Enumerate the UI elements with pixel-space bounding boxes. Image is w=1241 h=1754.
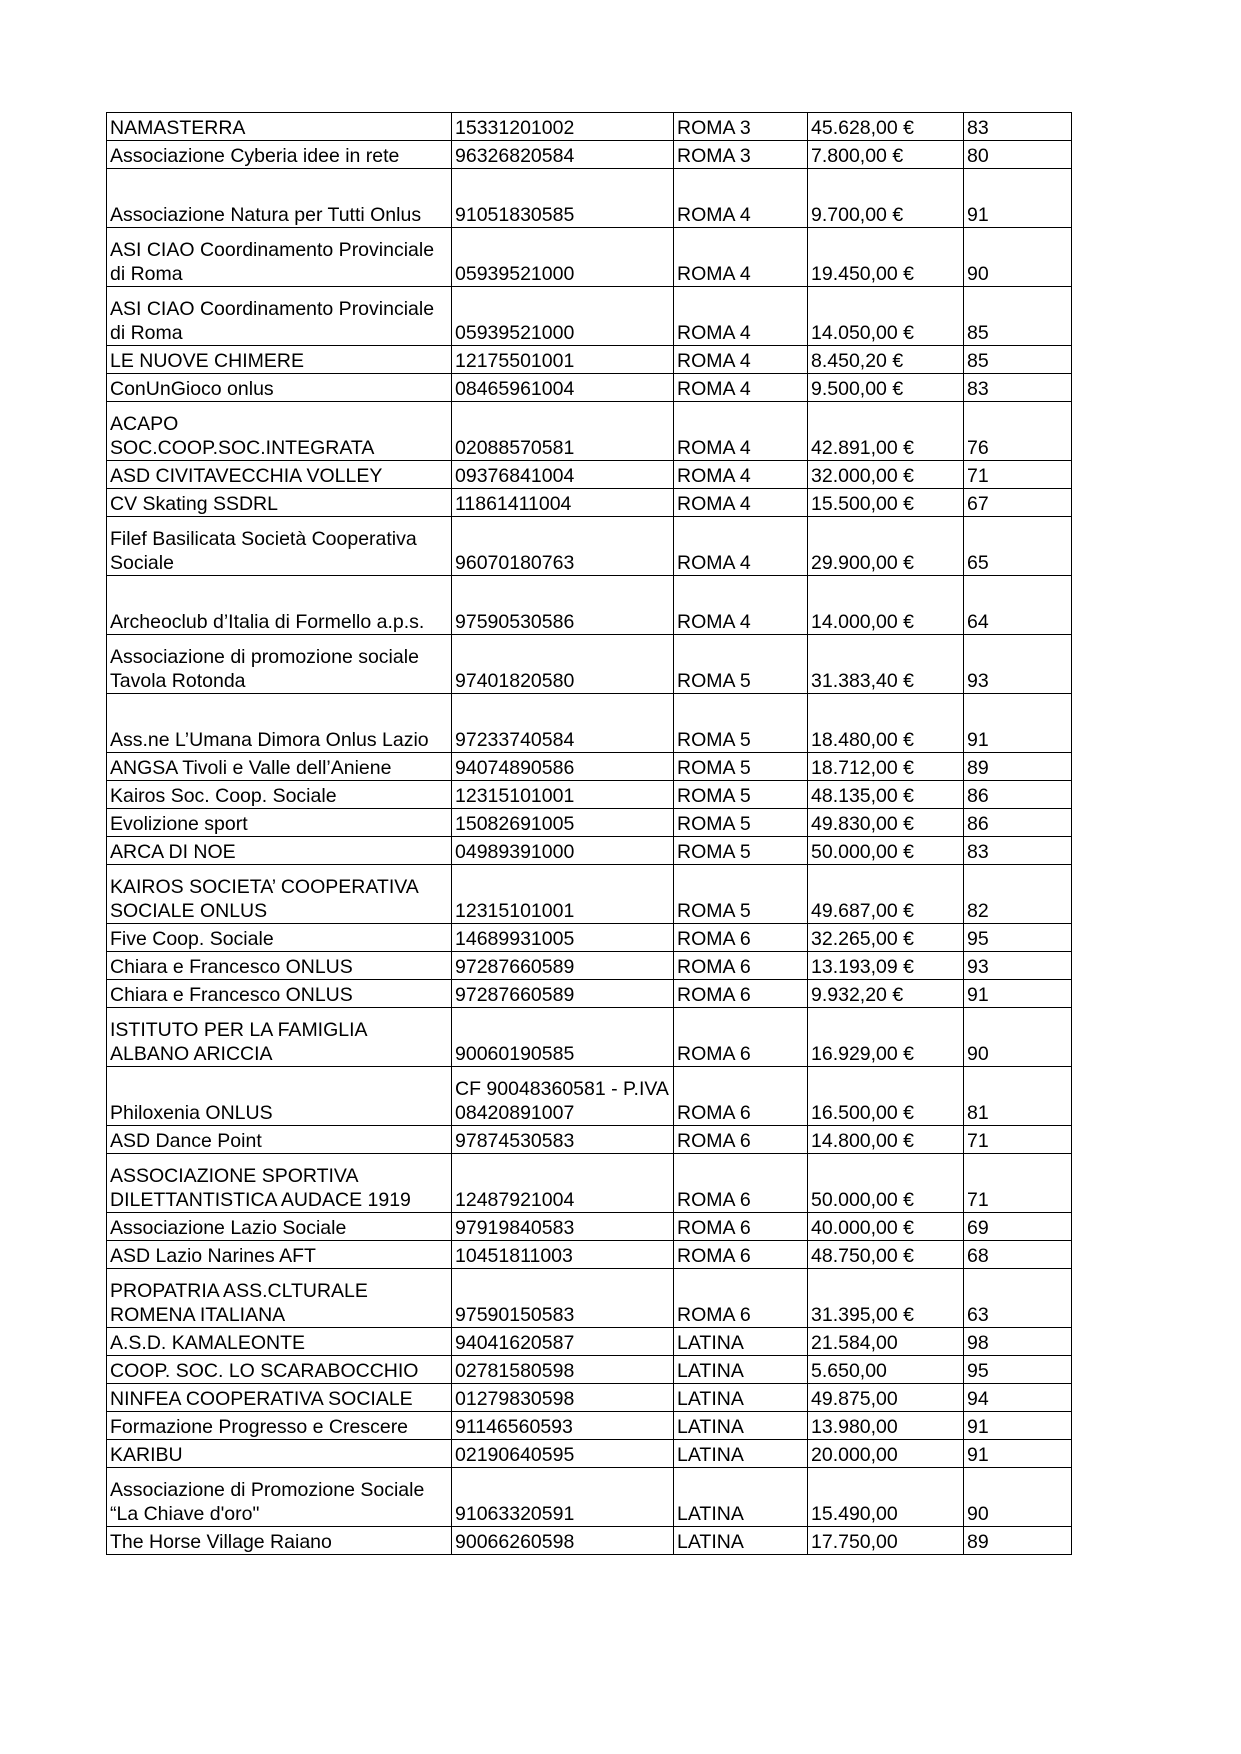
cell-score: 91: [964, 1440, 1072, 1468]
cell-name: Associazione di promozione sociale Tavola Rotonda: [107, 635, 452, 694]
cell-code: 02088570581: [452, 402, 674, 461]
cell-code: 11861411004: [452, 489, 674, 517]
cell-score: 91: [964, 980, 1072, 1008]
cell-code: 97590150583: [452, 1269, 674, 1328]
cell-score: 81: [964, 1067, 1072, 1126]
cell-name: Chiara e Francesco ONLUS: [107, 980, 452, 1008]
table-row: [107, 753, 1072, 781]
cell-amount: 48.750,00 €: [808, 1241, 964, 1269]
table-row: [107, 1440, 1072, 1468]
cell-area: ROMA 3: [674, 141, 808, 169]
cell-code: 97590530586: [452, 576, 674, 635]
cell-score: 94: [964, 1384, 1072, 1412]
cell-name: Archeoclub d’Italia di Formello a.p.s.: [107, 576, 452, 635]
cell-amount: 21.584,00: [808, 1328, 964, 1356]
cell-score: 91: [964, 169, 1072, 228]
table-row: [107, 1468, 1072, 1527]
cell-area: ROMA 4: [674, 517, 808, 576]
cell-amount: 45.628,00 €: [808, 113, 964, 141]
cell-area: ROMA 4: [674, 346, 808, 374]
table-row: [107, 489, 1072, 517]
cell-score: 98: [964, 1328, 1072, 1356]
cell-area: ROMA 6: [674, 1008, 808, 1067]
cell-code: 09376841004: [452, 461, 674, 489]
cell-area: ROMA 6: [674, 1126, 808, 1154]
cell-code: 02781580598: [452, 1356, 674, 1384]
cell-area: ROMA 6: [674, 1067, 808, 1126]
cell-area: ROMA 4: [674, 287, 808, 346]
cell-name: Evolizione sport: [107, 809, 452, 837]
cell-score: 89: [964, 753, 1072, 781]
cell-score: 90: [964, 1008, 1072, 1067]
cell-area: LATINA: [674, 1328, 808, 1356]
cell-amount: 48.135,00 €: [808, 781, 964, 809]
cell-score: 93: [964, 952, 1072, 980]
table-row: [107, 865, 1072, 924]
table-row: [107, 461, 1072, 489]
cell-name: Five Coop. Sociale: [107, 924, 452, 952]
cell-name: Associazione di Promozione Sociale “La Chiave d'oro": [107, 1468, 452, 1527]
cell-area: ROMA 4: [674, 374, 808, 402]
cell-code: 01279830598: [452, 1384, 674, 1412]
table-row: [107, 1154, 1072, 1213]
cell-name: LE NUOVE CHIMERE: [107, 346, 452, 374]
table-row: [107, 374, 1072, 402]
cell-name: ANGSA Tivoli e Valle dell’Aniene: [107, 753, 452, 781]
cell-area: ROMA 4: [674, 402, 808, 461]
cell-score: 90: [964, 228, 1072, 287]
cell-area: LATINA: [674, 1527, 808, 1555]
cell-score: 91: [964, 694, 1072, 753]
table-row: [107, 1126, 1072, 1154]
cell-code: 12315101001: [452, 865, 674, 924]
cell-area: ROMA 5: [674, 781, 808, 809]
table-row: [107, 576, 1072, 635]
table-row: [107, 402, 1072, 461]
cell-amount: 9.932,20 €: [808, 980, 964, 1008]
cell-amount: 9.700,00 €: [808, 169, 964, 228]
cell-area: ROMA 6: [674, 1269, 808, 1328]
cell-amount: 49.830,00 €: [808, 809, 964, 837]
cell-area: LATINA: [674, 1440, 808, 1468]
cell-score: 65: [964, 517, 1072, 576]
cell-amount: 13.980,00: [808, 1412, 964, 1440]
cell-amount: 13.193,09 €: [808, 952, 964, 980]
cell-code: 91051830585: [452, 169, 674, 228]
cell-amount: 15.500,00 €: [808, 489, 964, 517]
cell-code: 14689931005: [452, 924, 674, 952]
cell-name: CV Skating SSDRL: [107, 489, 452, 517]
cell-amount: 7.800,00 €: [808, 141, 964, 169]
cell-name: NINFEA COOPERATIVA SOCIALE: [107, 1384, 452, 1412]
table-row: [107, 113, 1072, 141]
cell-amount: 14.000,00 €: [808, 576, 964, 635]
cell-name: Formazione Progresso e Crescere: [107, 1412, 452, 1440]
cell-code: 97919840583: [452, 1213, 674, 1241]
cell-name: Associazione Cyberia idee in rete: [107, 141, 452, 169]
cell-name: Associazione Lazio Sociale: [107, 1213, 452, 1241]
cell-area: ROMA 6: [674, 952, 808, 980]
cell-area: LATINA: [674, 1356, 808, 1384]
cell-name: Associazione Natura per Tutti Onlus: [107, 169, 452, 228]
cell-amount: 29.900,00 €: [808, 517, 964, 576]
cell-code: 97874530583: [452, 1126, 674, 1154]
table-row: [107, 228, 1072, 287]
cell-code: 91063320591: [452, 1468, 674, 1527]
cell-amount: 9.500,00 €: [808, 374, 964, 402]
cell-amount: 17.750,00: [808, 1527, 964, 1555]
cell-amount: 8.450,20 €: [808, 346, 964, 374]
cell-amount: 14.050,00 €: [808, 287, 964, 346]
cell-area: ROMA 5: [674, 635, 808, 694]
cell-code: 05939521000: [452, 228, 674, 287]
cell-score: 76: [964, 402, 1072, 461]
table-row: [107, 1008, 1072, 1067]
cell-area: ROMA 5: [674, 694, 808, 753]
cell-amount: 18.712,00 €: [808, 753, 964, 781]
cell-code: 97401820580: [452, 635, 674, 694]
cell-amount: 49.875,00: [808, 1384, 964, 1412]
cell-code: 05939521000: [452, 287, 674, 346]
table-row: [107, 1067, 1072, 1126]
cell-amount: 19.450,00 €: [808, 228, 964, 287]
cell-score: 86: [964, 781, 1072, 809]
cell-score: 85: [964, 287, 1072, 346]
cell-code: 94074890586: [452, 753, 674, 781]
table-row: [107, 781, 1072, 809]
cell-area: ROMA 5: [674, 837, 808, 865]
cell-code: 12175501001: [452, 346, 674, 374]
table-row: [107, 809, 1072, 837]
table-row: [107, 952, 1072, 980]
cell-score: 86: [964, 809, 1072, 837]
cell-score: 69: [964, 1213, 1072, 1241]
cell-name: Ass.ne L’Umana Dimora Onlus Lazio: [107, 694, 452, 753]
cell-name: Chiara e Francesco ONLUS: [107, 952, 452, 980]
table-row: [107, 635, 1072, 694]
cell-amount: 50.000,00 €: [808, 1154, 964, 1213]
cell-name: A.S.D. KAMALEONTE: [107, 1328, 452, 1356]
cell-code: 12315101001: [452, 781, 674, 809]
cell-amount: 16.500,00 €: [808, 1067, 964, 1126]
cell-score: 89: [964, 1527, 1072, 1555]
table-body: [107, 113, 1072, 1555]
grants-table: [106, 112, 1072, 1555]
cell-amount: 49.687,00 €: [808, 865, 964, 924]
cell-name: The Horse Village Raiano: [107, 1527, 452, 1555]
cell-score: 93: [964, 635, 1072, 694]
cell-area: ROMA 5: [674, 809, 808, 837]
cell-area: ROMA 3: [674, 113, 808, 141]
cell-area: ROMA 6: [674, 1154, 808, 1213]
cell-code: 15331201002: [452, 113, 674, 141]
cell-name: ASD Dance Point: [107, 1126, 452, 1154]
cell-code: 15082691005: [452, 809, 674, 837]
cell-name: ACAPO SOC.COOP.SOC.INTEGRATA: [107, 402, 452, 461]
table-row: [107, 517, 1072, 576]
cell-amount: 32.000,00 €: [808, 461, 964, 489]
cell-score: 95: [964, 1356, 1072, 1384]
cell-code: 97233740584: [452, 694, 674, 753]
table-row: [107, 980, 1072, 1008]
cell-amount: 50.000,00 €: [808, 837, 964, 865]
cell-area: ROMA 4: [674, 169, 808, 228]
cell-code: 90066260598: [452, 1527, 674, 1555]
cell-code: 90060190585: [452, 1008, 674, 1067]
cell-score: 95: [964, 924, 1072, 952]
cell-score: 83: [964, 374, 1072, 402]
cell-area: LATINA: [674, 1468, 808, 1527]
cell-score: 91: [964, 1412, 1072, 1440]
cell-score: 71: [964, 1154, 1072, 1213]
cell-amount: 5.650,00: [808, 1356, 964, 1384]
cell-name: ASI CIAO Coordinamento Provinciale di Roma: [107, 228, 452, 287]
cell-area: ROMA 5: [674, 865, 808, 924]
cell-amount: 15.490,00: [808, 1468, 964, 1527]
table-row: [107, 1269, 1072, 1328]
cell-area: ROMA 6: [674, 1213, 808, 1241]
cell-area: ROMA 6: [674, 1241, 808, 1269]
table-row: [107, 694, 1072, 753]
cell-amount: 31.383,40 €: [808, 635, 964, 694]
cell-score: 68: [964, 1241, 1072, 1269]
cell-score: 63: [964, 1269, 1072, 1328]
cell-area: ROMA 4: [674, 576, 808, 635]
cell-code: CF 90048360581 - P.IVA 08420891007: [452, 1067, 674, 1126]
cell-area: LATINA: [674, 1384, 808, 1412]
cell-score: 80: [964, 141, 1072, 169]
cell-name: KARIBU: [107, 1440, 452, 1468]
cell-amount: 18.480,00 €: [808, 694, 964, 753]
table-row: [107, 1356, 1072, 1384]
table-row: [107, 1527, 1072, 1555]
table-row: [107, 169, 1072, 228]
table-row: [107, 924, 1072, 952]
cell-area: ROMA 6: [674, 980, 808, 1008]
table-row: [107, 346, 1072, 374]
table-row: [107, 1241, 1072, 1269]
cell-name: ASSOCIAZIONE SPORTIVA DILETTANTISTICA AUDACE 1919: [107, 1154, 452, 1213]
cell-name: KAIROS SOCIETA’ COOPERATIVA SOCIALE ONLUS: [107, 865, 452, 924]
cell-amount: 14.800,00 €: [808, 1126, 964, 1154]
cell-area: LATINA: [674, 1412, 808, 1440]
cell-score: 90: [964, 1468, 1072, 1527]
cell-code: 94041620587: [452, 1328, 674, 1356]
cell-code: 97287660589: [452, 952, 674, 980]
cell-area: ROMA 4: [674, 461, 808, 489]
cell-score: 67: [964, 489, 1072, 517]
cell-area: ROMA 5: [674, 753, 808, 781]
cell-score: 82: [964, 865, 1072, 924]
table-row: [107, 837, 1072, 865]
table-row: [107, 1412, 1072, 1440]
cell-amount: 31.395,00 €: [808, 1269, 964, 1328]
cell-score: 83: [964, 837, 1072, 865]
cell-code: 96326820584: [452, 141, 674, 169]
cell-amount: 16.929,00 €: [808, 1008, 964, 1067]
cell-amount: 32.265,00 €: [808, 924, 964, 952]
cell-code: 96070180763: [452, 517, 674, 576]
cell-name: Philoxenia ONLUS: [107, 1067, 452, 1126]
cell-code: 97287660589: [452, 980, 674, 1008]
cell-amount: 20.000,00: [808, 1440, 964, 1468]
table-row: [107, 141, 1072, 169]
cell-code: 08465961004: [452, 374, 674, 402]
cell-name: PROPATRIA ASS.CLTURALE ROMENA ITALIANA: [107, 1269, 452, 1328]
cell-name: NAMASTERRA: [107, 113, 452, 141]
table-row: [107, 1384, 1072, 1412]
cell-name: Filef Basilicata Società Cooperativa Sociale: [107, 517, 452, 576]
cell-area: ROMA 4: [674, 489, 808, 517]
cell-score: 64: [964, 576, 1072, 635]
cell-area: ROMA 6: [674, 924, 808, 952]
cell-amount: 42.891,00 €: [808, 402, 964, 461]
cell-name: ASD Lazio Narines AFT: [107, 1241, 452, 1269]
cell-area: ROMA 4: [674, 228, 808, 287]
cell-name: ASI CIAO Coordinamento Provinciale di Roma: [107, 287, 452, 346]
cell-code: 04989391000: [452, 837, 674, 865]
table-row: [107, 1213, 1072, 1241]
cell-code: 02190640595: [452, 1440, 674, 1468]
cell-code: 91146560593: [452, 1412, 674, 1440]
cell-score: 71: [964, 1126, 1072, 1154]
cell-amount: 40.000,00 €: [808, 1213, 964, 1241]
cell-name: ISTITUTO PER LA FAMIGLIA ALBANO ARICCIA: [107, 1008, 452, 1067]
cell-name: COOP. SOC. LO SCARABOCCHIO: [107, 1356, 452, 1384]
cell-score: 71: [964, 461, 1072, 489]
cell-code: 10451811003: [452, 1241, 674, 1269]
table-row: [107, 1328, 1072, 1356]
cell-name: ARCA DI NOE: [107, 837, 452, 865]
cell-name: ASD CIVITAVECCHIA VOLLEY: [107, 461, 452, 489]
cell-score: 83: [964, 113, 1072, 141]
cell-score: 85: [964, 346, 1072, 374]
cell-code: 12487921004: [452, 1154, 674, 1213]
cell-name: Kairos Soc. Coop. Sociale: [107, 781, 452, 809]
cell-name: ConUnGioco onlus: [107, 374, 452, 402]
table-row: [107, 287, 1072, 346]
